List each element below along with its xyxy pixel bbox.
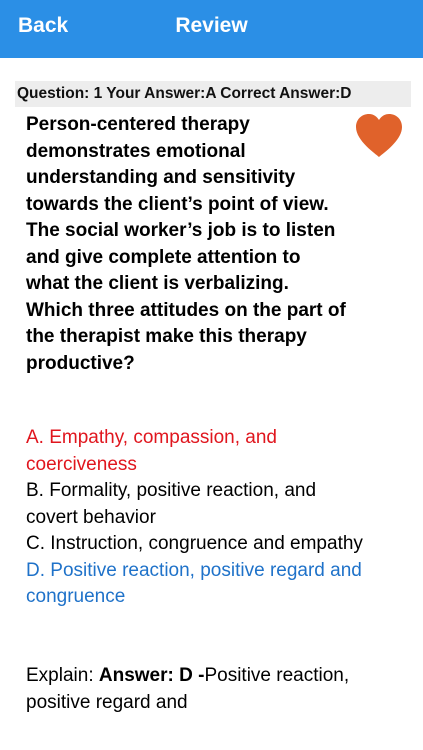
answer-option-d: D. Positive reaction, positive regard and congruence: [26, 559, 362, 607]
answer-list: [26, 425, 366, 611]
question-header: Question: 1 Your Answer:A Correct Answer:D: [15, 81, 411, 107]
answer-option-a: A. Empathy, compassion, and coerciveness: [26, 427, 277, 475]
page-title: Review: [175, 14, 248, 37]
explanation: [26, 663, 356, 716]
answer-option-c: C. Instruction, congruence and empathy: [26, 533, 363, 554]
heart-icon[interactable]: [354, 113, 404, 159]
answer-option-b: B. Formality, positive reaction, and covert behavior: [26, 480, 317, 528]
explain-prefix: Explain:: [26, 665, 99, 686]
explain-text: Positive reaction, positive regard and: [26, 665, 350, 713]
back-button[interactable]: Back: [18, 14, 69, 37]
explain-answer-label: Answer: D -: [98, 665, 205, 686]
question-text: Person-centered therapy demonstrates emotional understanding and sensitivity towards the client’s point of view. The social worker’s job is to listen and give complete attention to what the client is verbalizing. Which three attitudes on the part of the therapist make this therapy productive?: [26, 114, 346, 374]
navigation-bar: [0, 0, 423, 58]
